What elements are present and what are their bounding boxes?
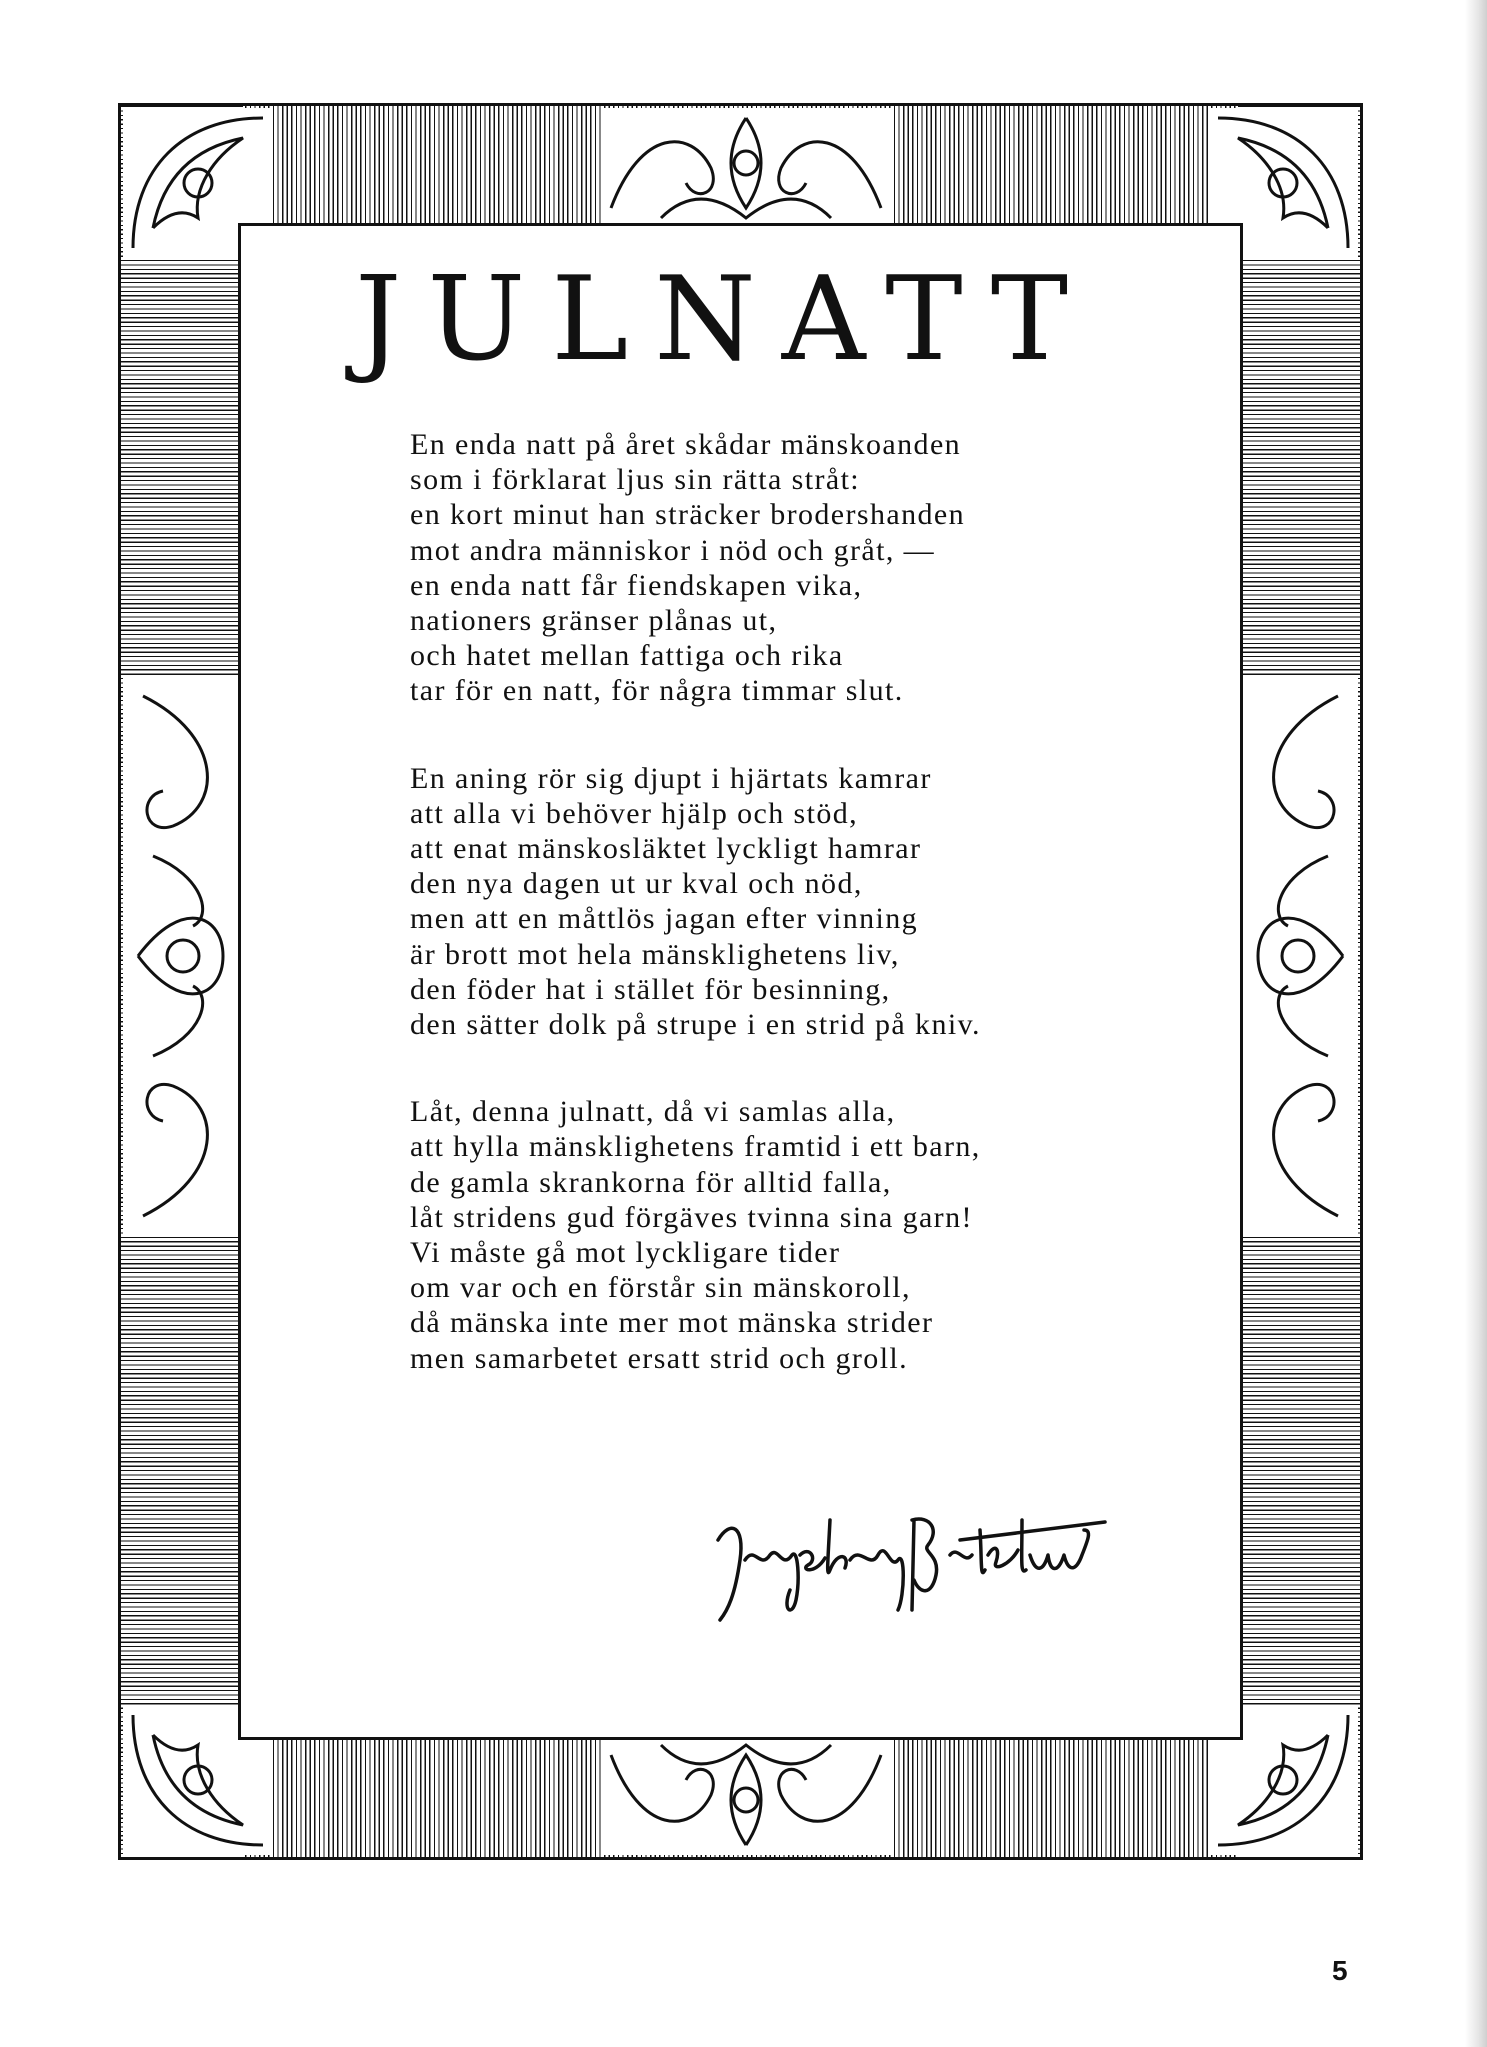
poem-line: den sätter dolk på strupe i en strid på kniv. [410, 1008, 981, 1042]
handwritten-signature [700, 1500, 1120, 1630]
poem-line: mot andra människor i nöd och gråt, — [410, 533, 936, 567]
stanza-1 [410, 427, 1110, 709]
poem-line: de gamla skrankorna för alltid falla, [410, 1165, 892, 1199]
bottom-center-ornament [601, 1737, 891, 1855]
page-number: 5 [1332, 1955, 1348, 1986]
poem-line: om var och en förstår sin mänskoroll, [410, 1271, 911, 1305]
poem-line: att alla vi behöver hjälp och stöd, [410, 796, 859, 830]
poem-line: en enda natt får fiendskapen vika, [410, 568, 863, 602]
poem-line: nationers gränser plånas ut, [410, 604, 778, 638]
poem-line: att enat mänskosläktet lyckligt hamrar [410, 832, 922, 866]
stanza-2 [410, 761, 1110, 1043]
poem-line: låt stridens gud förgäves tvinna sina garn! [410, 1200, 973, 1234]
poem-line: en kort minut han sträcker brodershanden [410, 498, 965, 532]
page-edge-shadow [1465, 0, 1487, 2047]
poem-line: den nya dagen ut ur kval och nöd, [410, 867, 863, 901]
poem-line: som i förklarat ljus sin rätta stråt: [410, 463, 861, 497]
right-center-ornament [1240, 676, 1358, 1236]
poem-line: att hylla mänsklighetens framtid i ett barn, [410, 1130, 981, 1164]
poem-title: JULNATT [355, 252, 1095, 387]
left-center-ornament [123, 676, 241, 1236]
poem-body [410, 427, 1110, 1428]
poem-line: men samarbetet ersatt strid och groll. [410, 1341, 909, 1375]
poem-line: då mänska inte mer mot mänska strider [410, 1306, 934, 1340]
poem-line: tar för en natt, för några timmar slut. [410, 674, 904, 708]
top-center-ornament [601, 108, 891, 226]
poem-line: Låt, denna julnatt, då vi samlas alla, [410, 1095, 896, 1129]
poem-line: En enda natt på året skådar mänskoanden [410, 428, 962, 461]
poem-line: Vi måste gå mot lyckligare tider [410, 1236, 841, 1270]
poem-line: och hatet mellan fattiga och rika [410, 639, 844, 673]
poem-line: är brott mot hela mänsklighetens liv, [410, 937, 900, 971]
stanza-3 [410, 1094, 1110, 1376]
poem-line: men att en måttlös jagan efter vinning [410, 902, 919, 936]
poem-line: En aning rör sig djupt i hjärtats kamrar [410, 761, 932, 795]
poem-line: den föder hat i stället för besinning, [410, 972, 891, 1006]
